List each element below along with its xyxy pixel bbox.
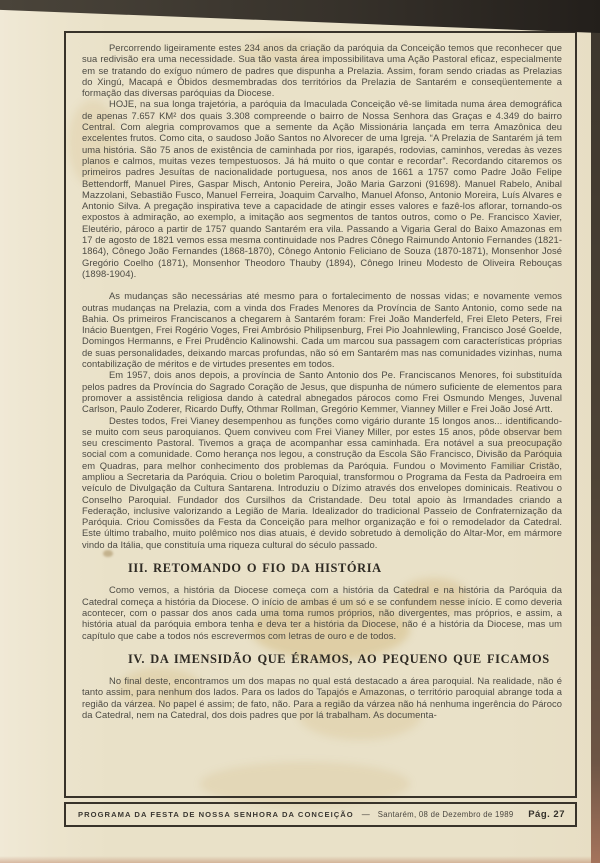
section-heading-iv: IV. DA IMENSIDÃO QUE ÉRAMOS, AO PEQUENO QUE FICAMOS bbox=[128, 651, 550, 666]
footer-program-title: PROGRAMA DA FESTA DE NOSSA SENHORA DA CONCEIÇÃO bbox=[78, 810, 354, 819]
paragraph-como-vemos: Como vemos, a história da Diocese começa com a história da Catedral e na história da Paróquia da Catedral começa a história da Diocese. O início de ambas é um só e se confundem nesse início. E como deveria acontecer, com o passar dos anos cada uma toma rumos próprios, não divergentes, mas próprios, e assim, a história atual da paróquia embora tenha e deva ter a história da Diocese, não é a história da Diocese, mas um capítulo que cabe a todos nós escrevermos com letras de ouro e de todos. bbox=[82, 584, 562, 641]
paragraph-1957: Em 1957, dois anos depois, a província de Santo Antonio dos Pe. Franciscanos Menores, foi substituída pelos padres da Província do Sagrado Coração de Jesus, que dispunha de número suficiente de elementos para promover a assistência religiosa dando à catedral abnegados párocos como Frei Osmundo Menges, Juvenal Carlson, Paulo Zoderer, Ricardo Duffy, Othmar Rollman, Gregório Kemmer, Vianney Miller e Frei João José Artt. bbox=[82, 369, 562, 415]
paragraph-frei-vianey: Destes todos, Frei Vianey desempenhou as funções como vigário durante 15 longos anos... identificando-se muito com seus paroquianos. Quem conviveu com Frei Vianey Miller, por estes 15 anos, pôde observar bem seu crescimento Pastoral. Tivemos a graça de acompanhar essa caminhada. Era notável a sua preocupação social com a comunidade. Como herança nos legou, a construção da Escola São Francisco, Divisão da Paróquia em Quadras, para melhor conhecimento dos problemas da Paróquia. Fundou o Movimento Familiar Cristão, ampliou a Secretaria da Paróquia. Criou o boletim Paroquial, transformou o Programa da Festa da Padroeira em veículo de Divulgação da Cultura Santarena. Introduziu o Dízimo através dos envelopes dominicais. Reativou o Conselho Paroquial. Fundador dos Cursilhos da Cristandade. Deu total apoio às Irmandades criando a Federação, inclusive valorizando a Legião de Maria. Idealizador do tradicional Passeio de Confraternização da Paróquia. Criou Comissões da Festa da Conceição para melhor organização e foi o remodelador da Catedral. Este último trabalho, muito polêmico nos dias atuais, é devido sobretudo à demolição do Altar-Mor, em mármore vindo da Itália, que constituía uma riqueza cultural do século passado. bbox=[82, 414, 562, 550]
paragraph-hoje: HOJE, na sua longa trajetória, a paróquia da Imaculada Conceição vê-se limitada numa área demográfica de apenas 7.657 KM² dos quais 3.308 compreende o bairro de Nossa Senhora das Graças e 4.349 do bairro Central. Com alegria comprovamos que a semente da Ação Missionária lançada em terra Amazônica deu excelentes frutos. Como cita, o saudoso João Santos no Alvorecer de uma Igreja. “A Prelazia de Santarém já tem uma história. São 75 anos de existência de caminhada por rios, igarapés, rodovias, caminhos, veredas às vezes planos e calmos, muitas vezes tempestuosos. Já há muito o que contar e recordar”. Recordando citaremos os primeiros padres Jesuítas de nacionalidade portuguesa, nos anos de 1661 a 1757 como Padre João Felipe Bettendorff, Manuel Pires, Gaspar Misch, Antonio Pereira, João Maria Garzoni (91698). Manuel Rabelo, Anibal Mazzolani, Sebastião Fusco, Manuel Ferreira, Joaquim Carvalho, Manuel Afonso, Antonio Moreira, Luís Alvares e Antonio Silva. A pregação inspirativa teve a capacidade de atingir esses valores e fazê-los aflorar, tornando-os expostos à admiração, ao exemplo, a imitação aos segmentos de tantos outros, como o Pe. Francisco Xavier, Eleutério, pároco a partir de 1757 quando Santarém era vila. Passando a Vigaria Geral do Baixo Amazonas em 17 de agosto de 1821 vemos essa mesma continuidade nos Padres Cônego Raimundo Antonio Fernandes (1821-1864), Cônego João Fernandes (1868-1870), Cônego Antonio Feliciano de Souza (1870-1871), Monsenhor José Gregório Coelho (1871), Monsenhor Theodoro Thauby (1894), Cônego Irineu Modesto de Oliveira Rebouças (1898-1904). bbox=[82, 98, 562, 279]
scan-right-edge bbox=[591, 0, 600, 863]
document-text-frame bbox=[64, 31, 577, 798]
footer-date: Santarém, 08 de Dezembro de 1989 bbox=[377, 810, 514, 819]
footer-bar bbox=[64, 802, 577, 827]
paragraph-no-final: No final deste, encontramos um dos mapas no qual está destacado a área paroquial. Na realidade, não é tanto assim, para nenhum dos lados. Para os lados do Tapajós e Amazonas, o território paroquial abrange toda a região da várzea. No papel é assim; de fato, não. Para a região da várzea não há nenhuma ingerência do Pároco da Catedral, nem na Catedral, dos dois padres que por lá trabalham. As documenta- bbox=[82, 675, 562, 721]
paragraph-intro: Percorrendo ligeiramente estes 234 anos da criação da paróquia da Conceição temos que reconhecer que sua redivisão era uma necessidade. Sua tão vasta área impossibilitava uma Ação Pastoral eficaz, especialmente em se tratando do exíguo número de padres que dispunha a Prelazia. Assim, foram sendo criadas as Prelazias do Xingú, Macapá e Óbidos desmembradas dos territórios da Prelazia de Santarém e conseqüentemente a formação das diversas paróquias da Diocese. bbox=[82, 42, 562, 99]
paragraph-mudancas: As mudanças são necessárias até mesmo para o fortalecimento de nossas vidas; e novamente vemos outras mudanças na Prelazia, com a vinda dos Frades Menores da Província de Santo Antonio, como sede na Bahia. Os primeiros Franciscanos a chegarem à Santarém foram: Frei João Manderfeld, Frei Eleto Peters, Frei Inácio Buentgen, Frei Rogério Voges, Frei Ambrósio Philipsenburg, Frei Pio Joahnlewling, Francisco José Goelde, Domingos Hermanns, e Frei Prudêncio Kalinowshi. Cada um marcou sua passagem com características próprias de suas personalidades, deixando marcas profundas, não só em Santarém mas nas comunidades vizinhas, numa contabilização de méritos e de virtudes presentes em todos. bbox=[82, 290, 562, 370]
document-body bbox=[82, 42, 562, 720]
scan-bottom-edge bbox=[0, 856, 600, 863]
scan-top-edge bbox=[0, 0, 600, 33]
section-heading-iii: III. RETOMANDO O FIO DA HISTÓRIA bbox=[128, 561, 382, 576]
footer-page-number: Pág. 27 bbox=[528, 809, 565, 820]
footer-separator: — bbox=[361, 810, 370, 819]
